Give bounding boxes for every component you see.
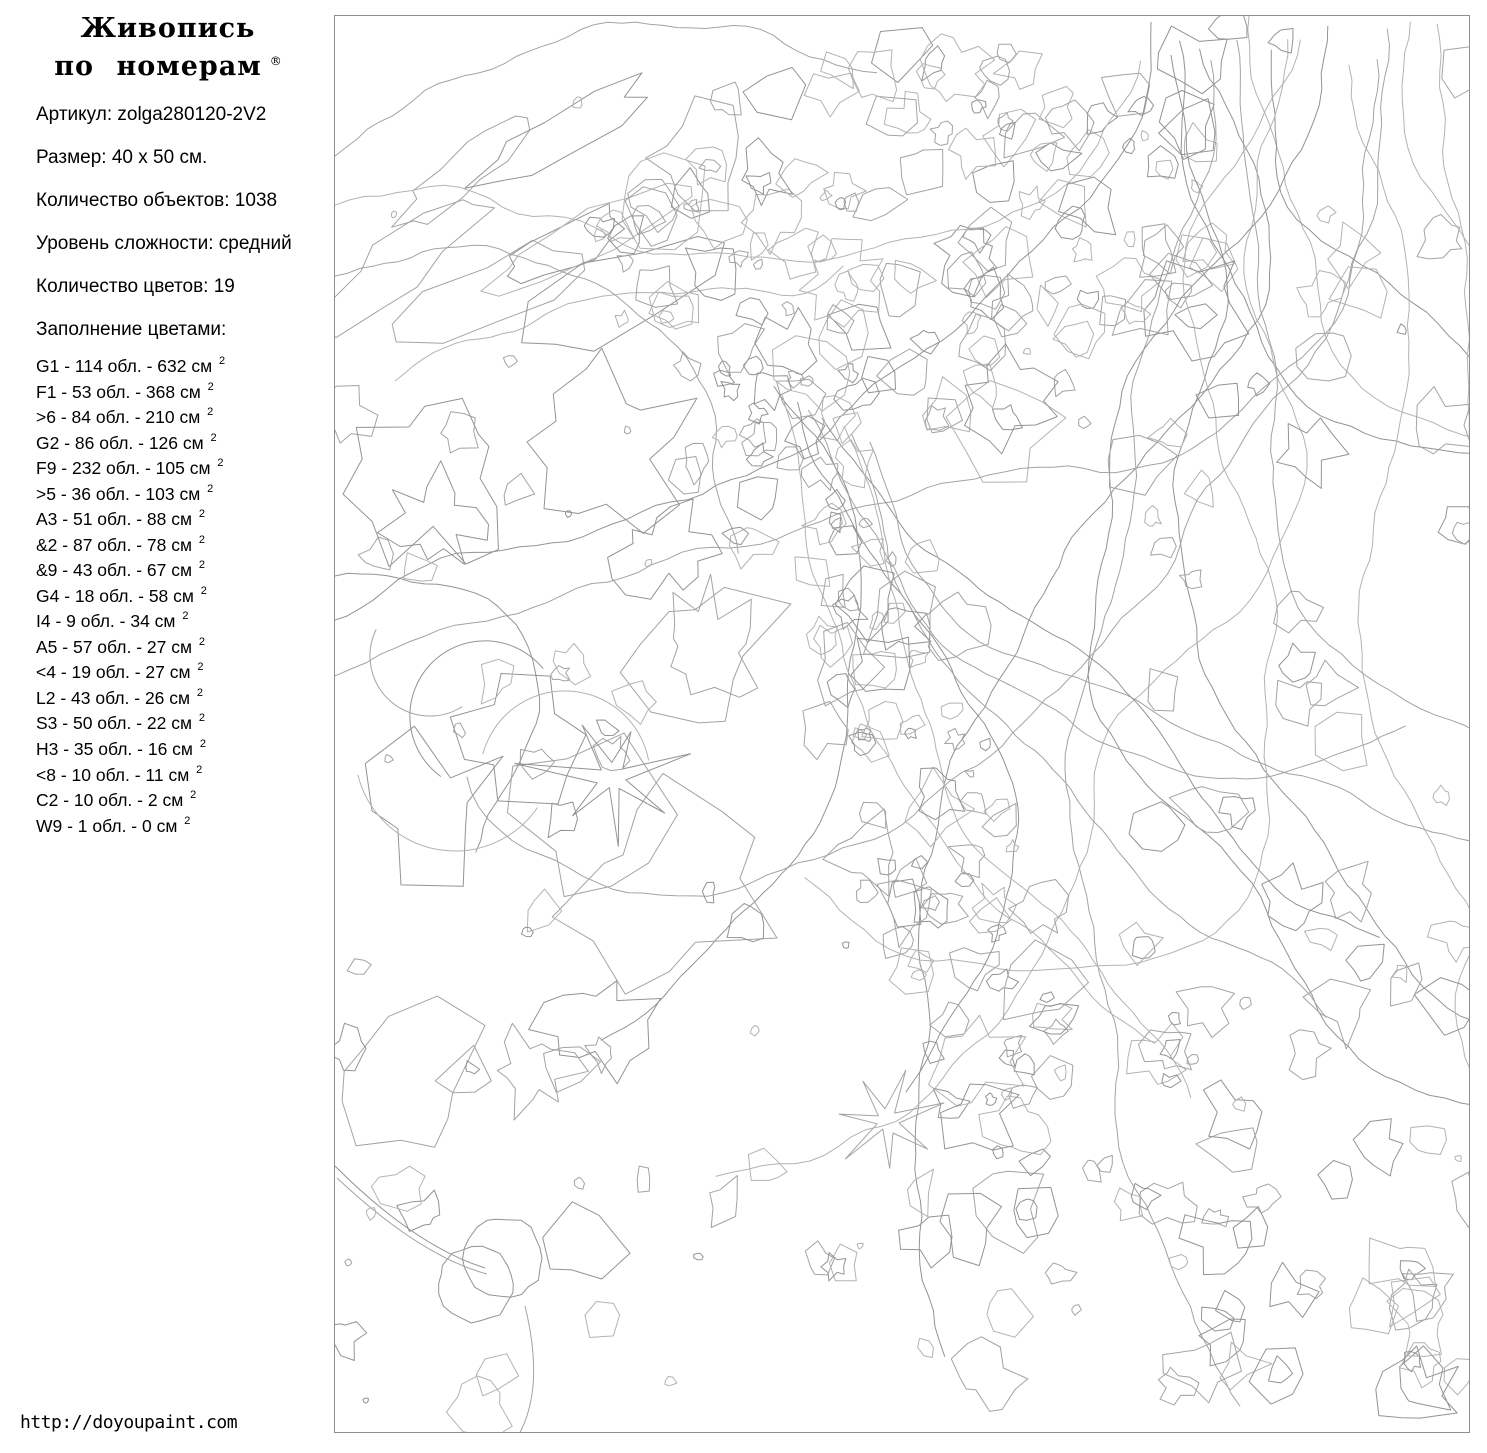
fill-line-&9: &9 - 43 обл. - 67 см $^2$	[36, 559, 205, 581]
fill-line-G4: G4 - 18 обл. - 58 см $^2$	[36, 584, 207, 606]
fill-line-F1: F1 - 53 обл. - 368 см $^2$	[36, 380, 214, 402]
brand-logo	[0, 12, 336, 83]
fill-line-G2: G2 - 86 обл. - 126 см $^2$	[36, 431, 217, 453]
fill-line->6: >6 - 84 обл. - 210 см $^2$	[36, 406, 214, 427]
fill-line-C2: C2 - 10 обл. - 2 см $^2$	[36, 789, 197, 810]
difficulty-line: Уровень сложности: средний	[36, 233, 292, 254]
article-line: Артикул: zolga280120-2V2	[36, 104, 267, 125]
website-url: http://doyoupaint.com	[20, 1412, 238, 1433]
fill-line-L2: L2 - 43 обл. - 26 см $^2$	[36, 686, 204, 708]
product-info	[36, 105, 336, 339]
fill-line-H3: H3 - 35 обл. - 16 см $^2$	[36, 737, 206, 759]
fill-line-W9: W9 - 1 обл. - 0 см $^2$	[36, 814, 191, 836]
fill-line-F9: F9 - 232 обл. - 105 см $^2$	[36, 457, 224, 478]
fill-line-&2: &2 - 87 обл. - 78 см $^2$	[36, 533, 205, 555]
brand-logo-line2: по номерам ®	[54, 51, 282, 82]
fill-line-G1: G1 - 114 обл. - 632 см $^2$	[36, 355, 226, 376]
fill-line-I4: I4 - 9 обл. - 34 см $^2$	[36, 610, 189, 632]
registered-mark: ®	[269, 54, 282, 68]
fill-line-A5: A5 - 57 обл. - 27 см $^2$	[36, 635, 205, 657]
fill-line-<4: <4 - 19 обл. - 27 см $^2$	[36, 661, 204, 683]
fills-list	[36, 352, 336, 837]
objects-line: Количество объектов: 1038	[36, 190, 278, 211]
brand-logo-line1: Живопись	[80, 13, 256, 44]
fill-line->5: >5 - 36 обл. - 103 см $^2$	[36, 482, 214, 504]
colors-count-line: Количество цветов: 19	[36, 276, 235, 297]
outline-canvas	[334, 15, 1470, 1433]
info-panel	[0, 0, 336, 1453]
size-line: Размер: 40 x 50 см.	[36, 147, 208, 168]
fills-heading: Заполнение цветами:	[36, 319, 227, 340]
fill-line-<8: <8 - 10 обл. - 11 см $^2$	[36, 763, 203, 785]
fill-line-A3: A3 - 51 обл. - 88 см $^2$	[36, 508, 205, 530]
outline-artwork	[335, 16, 1469, 1432]
fill-line-S3: S3 - 50 обл. - 22 см $^2$	[36, 712, 205, 734]
